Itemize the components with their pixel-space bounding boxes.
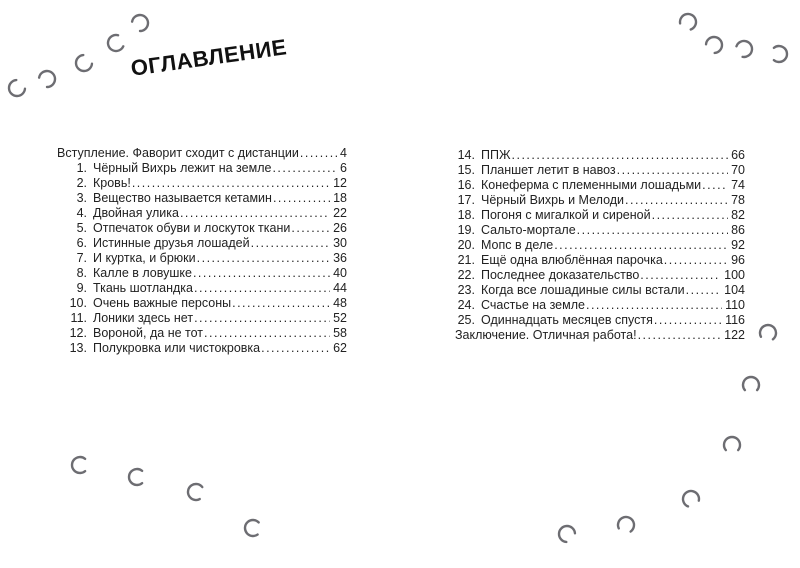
toc-entry-title: Ещё одна влюблённая парочка [481,253,663,267]
toc-entry-number: 23. [457,283,475,297]
toc-entry-title: Одиннадцать месяцев спустя [481,313,653,327]
toc-entry-number: 1. [76,161,87,175]
dot-leader-icon [194,311,330,326]
toc-entry-title: Чёрный Вихрь лежит на земле [93,161,272,175]
toc-entry-page: 22 [333,206,347,220]
toc-entry-page: 40 [333,266,347,280]
toc-entry-title: И куртка, и брюки [93,251,196,265]
horseshoe-icon [754,319,782,347]
dot-leader-icon [180,206,330,221]
toc-entry-page: 4 [340,146,347,160]
toc-entry-number: 9. [76,281,87,295]
dot-leader-icon [272,161,337,176]
toc-entry [455,283,745,298]
toc-entry [455,253,745,268]
toc-entry [57,221,347,236]
dot-leader-icon [204,326,330,341]
toc-entry-title: Полукровка или чистокровка [93,341,261,355]
toc-entry-page: 78 [731,193,745,207]
toc-entry-title: Калле в ловушке [93,266,192,280]
page-title: ОГЛАВЛЕНИЕ [129,34,289,81]
toc-entry [57,236,347,251]
toc-entry-number: 11. [70,311,87,325]
toc-entry-page: 86 [731,223,745,237]
dot-leader-icon [273,191,330,206]
toc-entry [455,148,745,163]
toc-entry-number: 14. [457,148,475,162]
toc-entry [455,193,745,208]
toc-entry-number: 7. [76,251,87,265]
toc-entry-title: Чёрный Вихрь и Мелоди [481,193,625,207]
horseshoe-icon [0,71,34,105]
toc-entry [455,238,745,253]
toc-entry-page: 110 [725,298,745,312]
toc-entry-page: 12 [333,176,347,190]
dot-leader-icon [132,176,330,191]
toc-column-right [455,148,745,356]
toc-entry-title: Отпечаток обуви и лоскуток ткани [93,221,291,235]
toc-entry [455,328,745,343]
horseshoe-icon [123,6,157,40]
toc-entry-page: 48 [333,296,347,310]
toc-entry-number: 25. [457,313,475,327]
horseshoe-icon [550,517,584,551]
toc-entry [57,206,347,221]
toc-entry-title: Истинные друзья лошадей [93,236,250,250]
dot-leader-icon [617,163,728,178]
toc-entry [57,266,347,281]
horseshoe-icon [672,6,705,39]
horseshoe-icon [697,28,731,62]
dot-leader-icon [586,298,722,313]
horseshoe-icon [739,373,763,397]
toc-entry-number: 24. [457,298,475,312]
toc-entry-number: 20. [457,238,475,252]
toc-entry-title: Двойная улика [93,206,179,220]
dot-leader-icon [702,178,728,193]
toc-entry-title: Планшет летит в навоз [481,163,616,177]
toc-entry [455,313,745,328]
toc-entry [57,191,347,206]
toc-entry-page: 26 [333,221,347,235]
dot-leader-icon [291,221,330,236]
toc-entry [455,163,745,178]
toc-entry-title: Кровь! [93,176,131,190]
toc-entry [57,326,347,341]
toc-entry-page: 82 [731,208,745,222]
toc-entry-page: 104 [724,283,745,297]
toc-entry-title: Ткань шотландка [93,281,193,295]
toc-entry-number: 17. [457,193,475,207]
toc-entry-page: 62 [333,341,347,355]
horseshoe-icon [611,510,640,539]
toc-entry [455,268,745,283]
toc-entry-title: Сальто-мортале [481,223,576,237]
toc-entry-title: ППЖ [481,148,511,162]
dot-leader-icon [640,268,721,283]
toc-entry-number: 5. [76,221,87,235]
dot-leader-icon [512,148,729,163]
toc-entry [57,296,347,311]
toc-entry-title: Вступление. Фаворит сходит с дистанции [57,146,299,160]
dot-leader-icon [197,251,330,266]
horseshoe-icon [182,478,210,506]
dot-leader-icon [625,193,728,208]
toc-entry-number: 13. [69,341,87,355]
toc-entry-page: 70 [731,163,745,177]
toc-entry-title: Мопс в деле [481,238,554,252]
toc-entry-number: 2. [76,176,87,190]
toc-entry [455,298,745,313]
toc-entry [57,161,347,176]
dot-leader-icon [193,266,330,281]
dot-leader-icon [686,283,722,298]
toc-entry-number: 19. [457,223,475,237]
toc-entry-number: 21. [457,253,475,267]
horseshoe-icon [720,433,744,457]
dot-leader-icon [652,208,729,223]
dot-leader-icon [664,253,728,268]
toc-entry-page: 52 [333,311,347,325]
toc-entry-page: 6 [340,161,347,175]
dot-leader-icon [300,146,337,161]
toc-entry-number: 3. [76,191,87,205]
toc-entry-page: 116 [725,313,745,327]
dot-leader-icon [232,296,330,311]
toc-entry [57,146,347,161]
toc-entry [455,178,745,193]
toc-entry-page: 92 [731,238,745,252]
toc-entry-page: 122 [724,328,745,342]
toc-entry-number: 22. [457,268,475,282]
toc-entry [455,208,745,223]
toc-entry-page: 30 [333,236,347,250]
toc-entry-number: 8. [76,266,87,280]
horseshoe-icon [675,483,707,515]
toc-entry-number: 16. [457,178,475,192]
dot-leader-icon [554,238,728,253]
toc-entry-page: 66 [731,148,745,162]
toc-entry [57,281,347,296]
toc-entry [57,341,347,356]
toc-entry-title: Вещество называется кетамин [93,191,272,205]
horseshoe-icon [767,42,791,66]
dot-leader-icon [261,341,330,356]
toc-entry-number: 18. [457,208,475,222]
dot-leader-icon [654,313,722,328]
toc-entry-title: Погоня с мигалкой и сиреной [481,208,651,222]
toc-entry-page: 100 [724,268,745,282]
horseshoe-icon [100,27,132,59]
toc-entry-number: 12. [69,326,87,340]
toc-entry-title: Лоники здесь нет [93,311,194,325]
toc-entry-page: 58 [333,326,347,340]
toc-entry-number: 10. [69,296,87,310]
horseshoe-icon [30,62,64,96]
toc-entry-title: Заключение. Отличная работа! [455,328,637,342]
toc-entry [57,311,347,326]
toc-column-left [57,146,347,356]
toc-entry-page: 74 [731,178,745,192]
toc-entry-title: Конеферма с племенными лошадьми [481,178,702,192]
toc-entry [57,176,347,191]
toc-entry-page: 36 [333,251,347,265]
toc-entry [455,223,745,238]
dot-leader-icon [577,223,728,238]
horseshoe-icon [240,515,266,541]
horseshoe-icon [125,465,149,489]
dot-leader-icon [251,236,331,251]
toc-entry-page: 44 [333,281,347,295]
toc-entry [57,251,347,266]
horseshoe-icon [67,46,101,80]
toc-entry-title: Когда все лошадиные силы встали [481,283,685,297]
toc-entry-number: 15. [457,163,475,177]
toc-columns [57,146,745,356]
toc-entry-title: Счастье на земле [481,298,585,312]
toc-entry-title: Очень важные персоны [93,296,232,310]
toc-entry-title: Последнее доказательство [481,268,640,282]
horseshoe-icon [728,33,761,66]
horseshoe-icon [68,453,92,477]
toc-entry-page: 96 [731,253,745,267]
toc-entry-title: Вороной, да не тот [93,326,204,340]
toc-entry-number: 6. [76,236,87,250]
toc-entry-page: 18 [333,191,347,205]
dot-leader-icon [194,281,330,296]
toc-entry-number: 4. [76,206,87,220]
dot-leader-icon [638,328,722,343]
